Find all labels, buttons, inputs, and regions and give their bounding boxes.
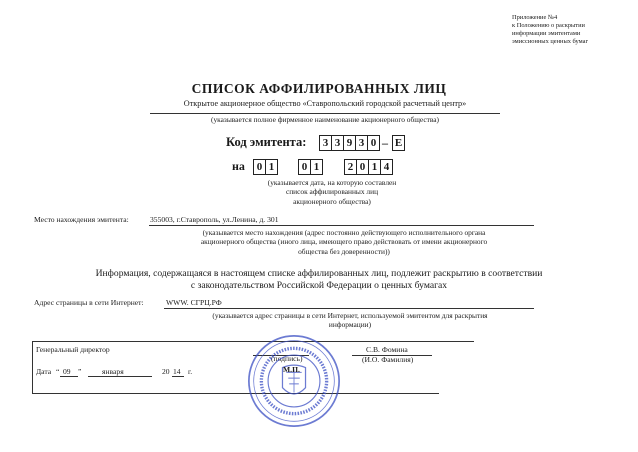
website-note xyxy=(172,311,528,330)
appendix-reference xyxy=(512,14,634,46)
issuer-code-label: Код эмитента: xyxy=(226,135,307,149)
appendix-line: эмиссионных ценных бумаг xyxy=(512,38,589,45)
disclosure-statement xyxy=(64,268,574,292)
code-suffix-cell: E xyxy=(392,135,405,151)
signature-month: января xyxy=(102,367,124,376)
date-label: Дата xyxy=(36,367,52,376)
location-note-line: (указывается место нахождения (адрес постоянно действующего исполнительного органа xyxy=(202,228,486,237)
signature-month-underline xyxy=(88,376,152,377)
website-underline xyxy=(164,308,534,309)
appendix-line: к Положению о раскрытии xyxy=(512,22,585,29)
signature-day-underline xyxy=(60,376,78,377)
location-note-line: общества без доверенности)) xyxy=(298,246,390,256)
location-underline xyxy=(149,225,534,226)
document-title: СПИСОК АФФИЛИРОВАННЫХ ЛИЦ xyxy=(191,81,447,96)
location-note-line: акционерного общества (иного лица, имеющего право действовать от имени акционерного xyxy=(200,237,488,247)
official-seal-icon xyxy=(246,333,342,429)
stamp-label: М.П. xyxy=(283,365,300,374)
as-of-note-line: список аффилированных лиц xyxy=(285,187,379,197)
signature-year-underline xyxy=(172,376,184,377)
company-name: Открытое акционерное общество «Ставропольский городской расчетный центр» xyxy=(183,99,467,108)
appendix-line: Приложение №4 xyxy=(512,14,558,21)
date-quote-close: ” xyxy=(78,367,82,376)
location-label: Место нахождения эмитента: xyxy=(34,215,129,224)
disclosure-line: с законодательством Российской Федерации о ценных бумагах xyxy=(190,280,448,291)
as-of-day-cells xyxy=(254,159,278,175)
disclosure-line: Информация, содержащаяся в настоящем списке аффилированных лиц, подлежит раскрытию в соответствии xyxy=(95,268,543,279)
website-note-line: информации) xyxy=(328,320,372,330)
location-note xyxy=(166,228,522,256)
as-of-note-line: (указывается дата, на которую составлен xyxy=(267,178,397,187)
as-of-month-cells xyxy=(299,159,323,175)
signature-label: (подпись) xyxy=(271,354,303,363)
code-digit-cell: 3 xyxy=(319,135,332,151)
day-digit-cell: 1 xyxy=(265,159,278,175)
day-digit-cell: 0 xyxy=(253,159,266,175)
signature-year-prefix: 20 xyxy=(162,367,170,376)
month-digit-cell: 1 xyxy=(310,159,323,175)
company-note: (указывается полное фирменное наименование акционерного общества) xyxy=(210,115,440,124)
code-separator: – xyxy=(382,136,388,150)
as-of-note xyxy=(252,178,412,206)
as-of-label: на xyxy=(232,159,245,173)
signer-name-label: (И.О. Фамилия) xyxy=(362,355,414,364)
year-digit-cell: 0 xyxy=(356,159,369,175)
month-digit-cell: 0 xyxy=(298,159,311,175)
year-digit-cell: 2 xyxy=(344,159,357,175)
signature-day: 09 xyxy=(63,367,71,376)
signature-year-unit: г. xyxy=(188,367,193,376)
signer-name: С.В. Фомина xyxy=(366,345,408,354)
signer-position: Генеральный директор xyxy=(36,345,110,354)
website-note-line: (указывается адрес страницы в сети Интернет, используемой эмитентом для раскрытия xyxy=(212,311,488,320)
code-digit-cell: 9 xyxy=(343,135,356,151)
as-of-note-line: акционерного общества) xyxy=(293,196,371,206)
as-of-year-cells xyxy=(345,159,393,175)
issuer-code-cells xyxy=(320,135,380,151)
website-label: Адрес страницы в сети Интернет: xyxy=(34,298,144,307)
year-digit-cell: 4 xyxy=(380,159,393,175)
date-quote-open: “ xyxy=(56,367,60,376)
signature-year-suffix: 14 xyxy=(173,367,181,376)
company-underline xyxy=(150,113,500,114)
website-value: WWW. СГРЦ.РФ xyxy=(166,298,222,307)
location-value: 355003, г.Ставрополь, ул.Ленина, д. 301 xyxy=(150,215,279,224)
appendix-line: информации эмитентами xyxy=(512,30,581,37)
code-digit-cell: 3 xyxy=(331,135,344,151)
issuer-code-suffix xyxy=(393,135,405,151)
code-digit-cell: 3 xyxy=(355,135,368,151)
year-digit-cell: 1 xyxy=(368,159,381,175)
code-digit-cell: 0 xyxy=(367,135,380,151)
